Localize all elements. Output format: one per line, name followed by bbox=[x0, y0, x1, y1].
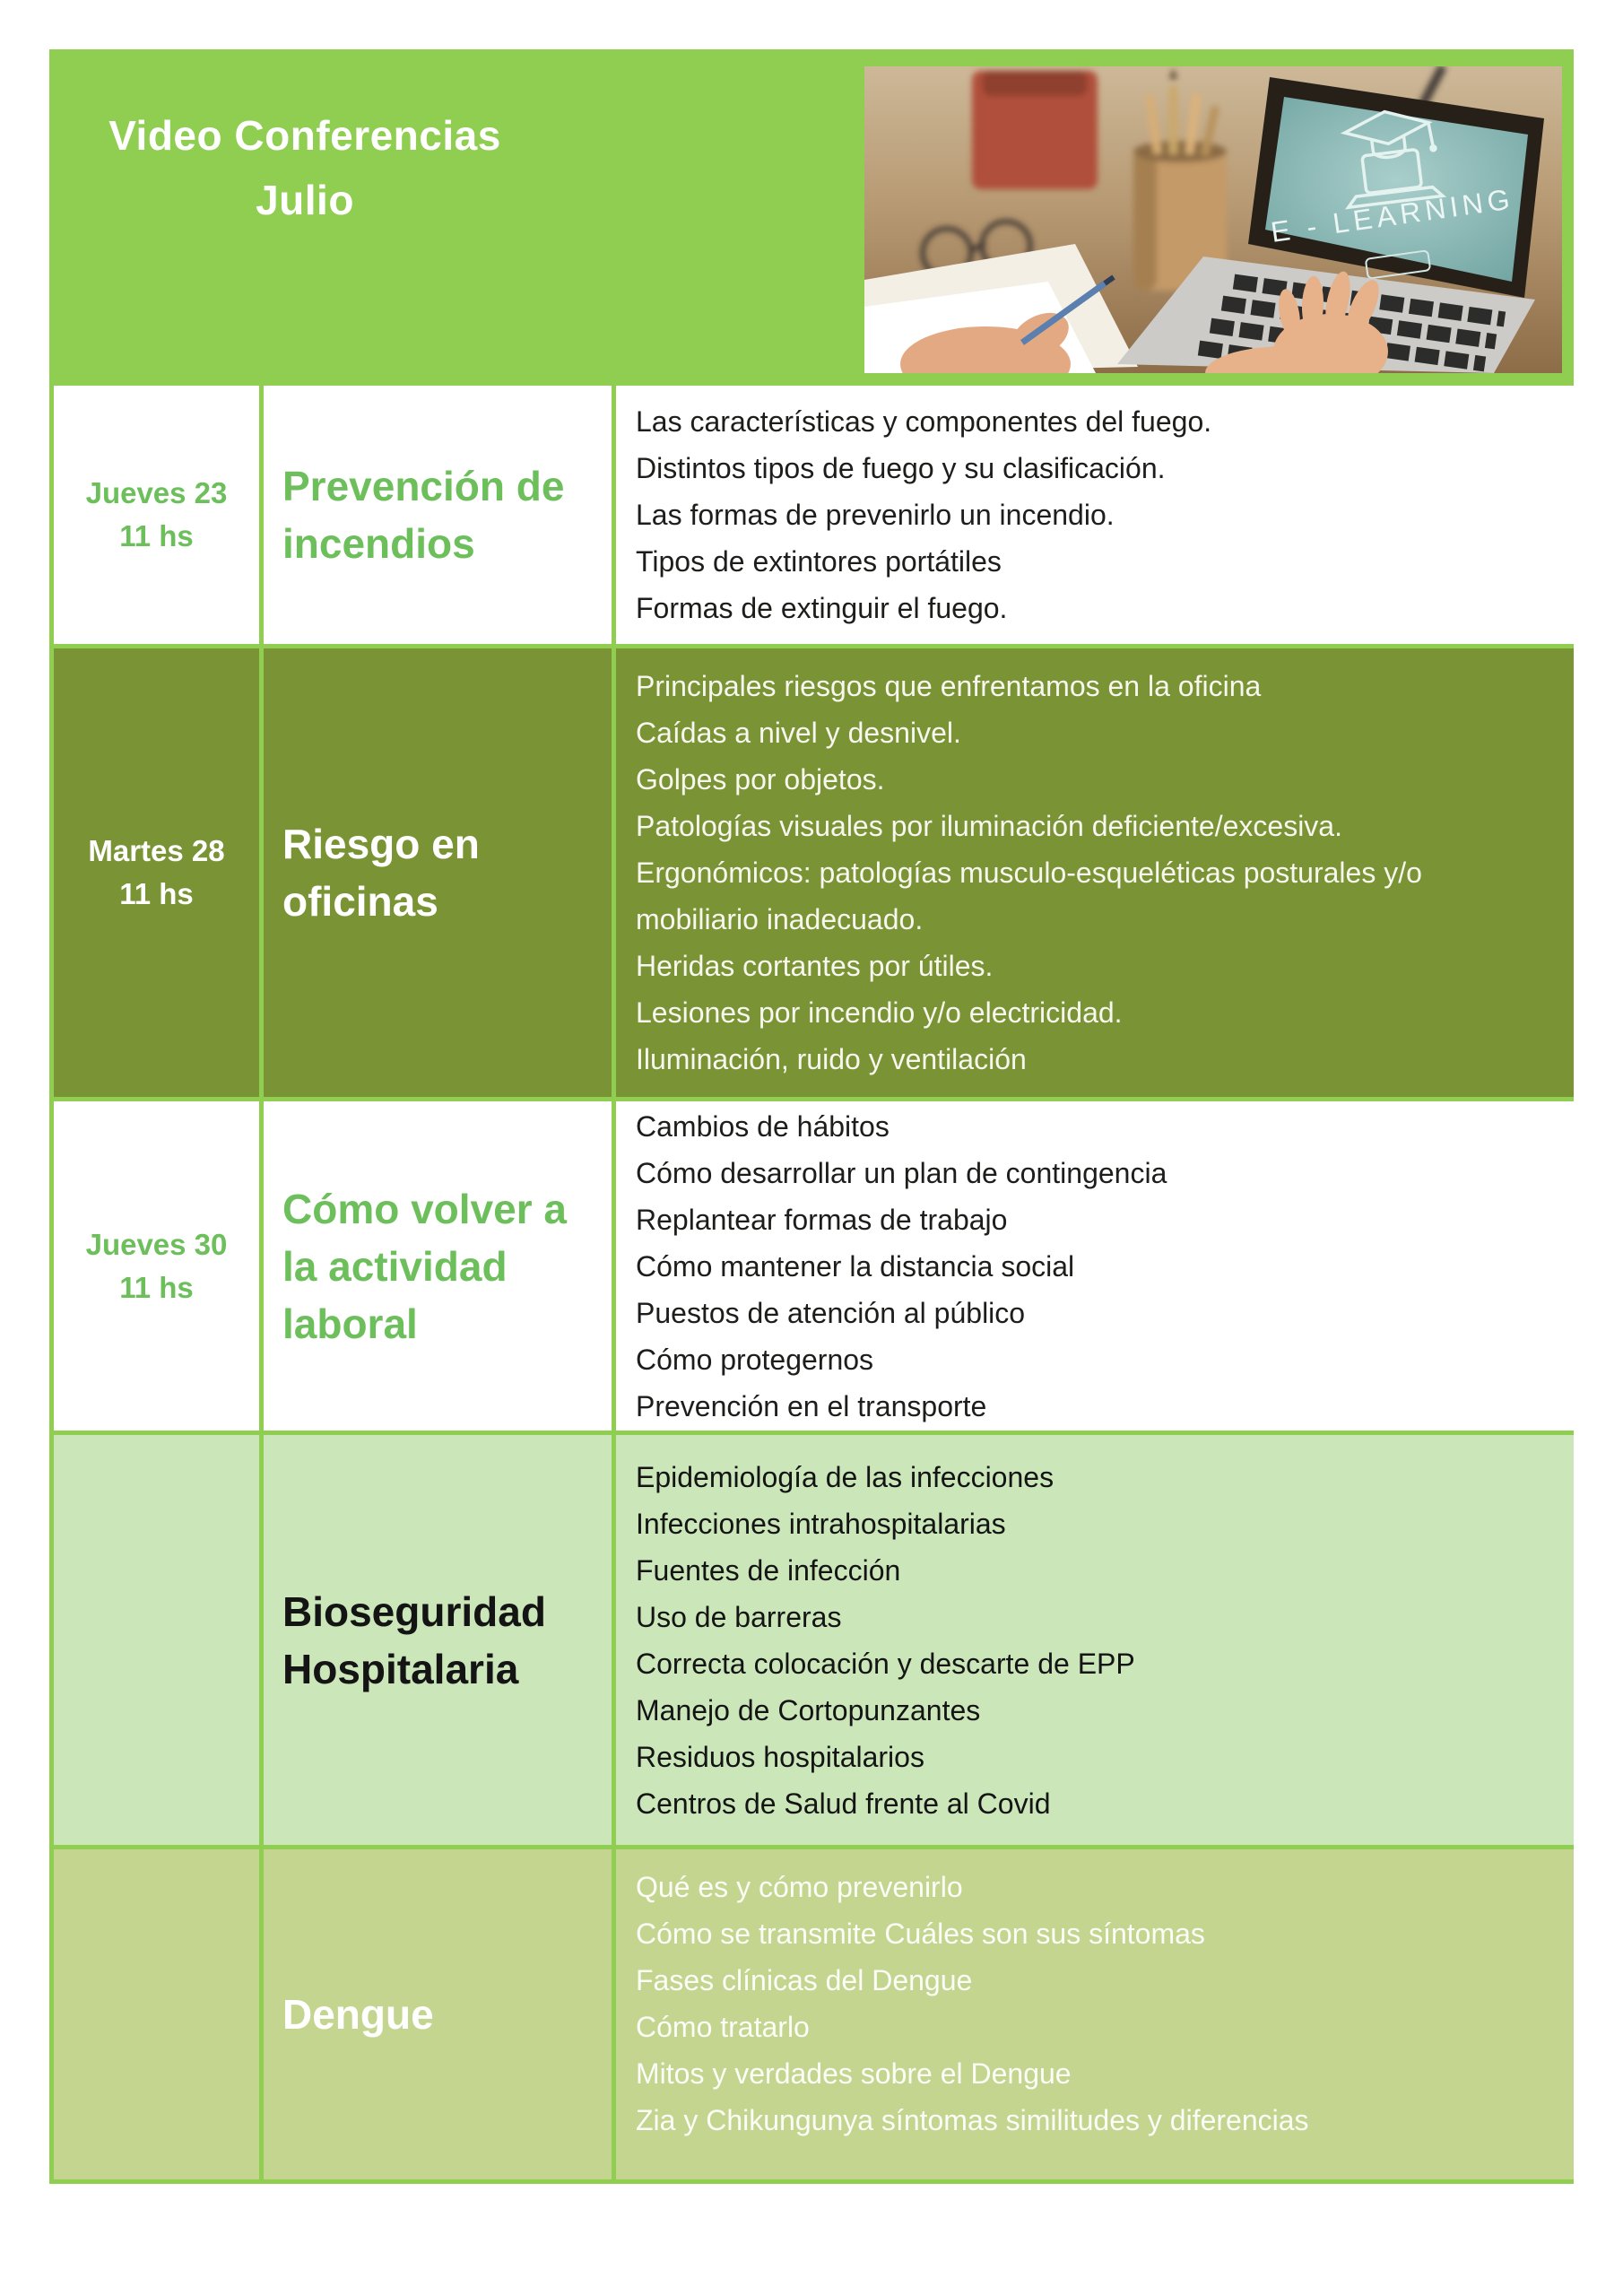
topic-line: Qué es y cómo prevenirlo bbox=[636, 1871, 963, 1903]
topic-line: Las características y componentes del fuego. bbox=[636, 405, 1212, 438]
topic-line: Uso de barreras bbox=[636, 1600, 842, 1633]
topic-line: Distintos tipos de fuego y su clasificación. bbox=[636, 452, 1166, 484]
topic-line: Zia y Chikungunya síntomas similitudes y diferencias bbox=[636, 2104, 1309, 2136]
topics-cell bbox=[616, 1435, 1574, 1845]
date-cell bbox=[54, 1435, 259, 1845]
schedule-row bbox=[54, 1101, 1569, 1431]
topic-line: Lesiones por incendio y/o electricidad. bbox=[636, 996, 1123, 1029]
session-time: 11 hs bbox=[119, 519, 194, 552]
date-cell bbox=[54, 386, 259, 644]
topic-line: Residuos hospitalarios bbox=[636, 1740, 924, 1773]
topic-line: Mitos y verdades sobre el Dengue bbox=[636, 2057, 1072, 2090]
date-cell bbox=[54, 648, 259, 1097]
session-topic: Prevención de incendios bbox=[282, 463, 565, 567]
topics-cell bbox=[616, 1101, 1574, 1431]
schedule-row bbox=[54, 386, 1569, 644]
topic-cell bbox=[264, 386, 612, 644]
topic-line: Cómo se transmite Cuáles son sus síntomas bbox=[636, 1918, 1205, 1950]
topic-line: Golpes por objetos. bbox=[636, 763, 885, 796]
date-cell bbox=[54, 1849, 259, 2179]
topic-line: Patologías visuales por iluminación deficiente/excesiva. bbox=[636, 810, 1342, 842]
schedule-row bbox=[54, 1849, 1569, 2179]
title-line-1: Video Conferencias bbox=[108, 112, 501, 159]
topic-cell bbox=[264, 1435, 612, 1845]
session-topic: Cómo volver a la actividad laboral bbox=[282, 1185, 567, 1347]
session-topic: Dengue bbox=[282, 1991, 434, 2038]
date-cell bbox=[54, 1101, 259, 1431]
topic-line: Fases clínicas del Dengue bbox=[636, 1964, 973, 1996]
session-date: Jueves 23 bbox=[85, 476, 228, 509]
topic-line: Caídas a nivel y desnivel. bbox=[636, 717, 961, 749]
topic-line: Principales riesgos que enfrentamos en la oficina bbox=[636, 670, 1262, 702]
topic-line: Tipos de extintores portátiles bbox=[636, 545, 1002, 578]
title-line-2: Julio bbox=[256, 177, 354, 223]
session-topic: Bioseguridad Hospitalaria bbox=[282, 1587, 546, 1692]
topic-line: Cambios de hábitos bbox=[636, 1109, 890, 1143]
topic-cell bbox=[264, 1849, 612, 2179]
topic-line: Heridas cortantes por útiles. bbox=[636, 950, 994, 982]
topic-cell bbox=[264, 1101, 612, 1431]
topic-line: Ergonómicos: patologías musculo-esqueléticas posturales y/o mobiliario inadecuado. bbox=[636, 857, 1422, 935]
schedule-document bbox=[49, 49, 1574, 2184]
topic-line: Centros de Salud frente al Covid bbox=[636, 1787, 1051, 1820]
topic-line: Manejo de Cortopunzantes bbox=[636, 1693, 981, 1726]
topic-line: Cómo protegernos bbox=[636, 1343, 874, 1376]
topic-cell bbox=[264, 648, 612, 1097]
session-date: Jueves 30 bbox=[85, 1227, 228, 1261]
topic-line: Iluminación, ruido y ventilación bbox=[636, 1043, 1027, 1075]
topic-line: Las formas de prevenirlo un incendio. bbox=[636, 499, 1115, 531]
schedule-row bbox=[54, 648, 1569, 1097]
elearning-photo bbox=[864, 66, 1562, 373]
topics-cell bbox=[616, 648, 1574, 1097]
topics-cell bbox=[616, 386, 1574, 644]
page-title bbox=[81, 103, 529, 232]
topic-line: Puestos de atención al público bbox=[636, 1296, 1026, 1329]
topic-line: Replantear formas de trabajo bbox=[636, 1203, 1008, 1236]
session-time: 11 hs bbox=[119, 877, 194, 910]
topic-line: Cómo mantener la distancia social bbox=[636, 1249, 1075, 1283]
session-time: 11 hs bbox=[119, 1270, 194, 1304]
header-banner bbox=[54, 54, 1569, 381]
elearning-screen-text: E - LEARNING bbox=[1268, 182, 1516, 248]
topic-line: Prevención en el transporte bbox=[636, 1389, 987, 1422]
topic-line: Infecciones intrahospitalarias bbox=[636, 1507, 1006, 1540]
schedule-table bbox=[54, 386, 1569, 2179]
topic-line: Formas de extinguir el fuego. bbox=[636, 592, 1008, 624]
session-topic: Riesgo en oficinas bbox=[282, 821, 480, 925]
session-date: Martes 28 bbox=[88, 834, 225, 867]
schedule-row bbox=[54, 1435, 1569, 1845]
topic-line: Cómo tratarlo bbox=[636, 2011, 810, 2043]
topic-line: Correcta colocación y descarte de EPP bbox=[636, 1647, 1135, 1680]
topic-line: Cómo desarrollar un plan de contingencia bbox=[636, 1156, 1167, 1189]
topic-line: Epidemiología de las infecciones bbox=[636, 1460, 1055, 1493]
topics-cell bbox=[616, 1849, 1574, 2179]
topic-line: Fuentes de infección bbox=[636, 1553, 901, 1587]
